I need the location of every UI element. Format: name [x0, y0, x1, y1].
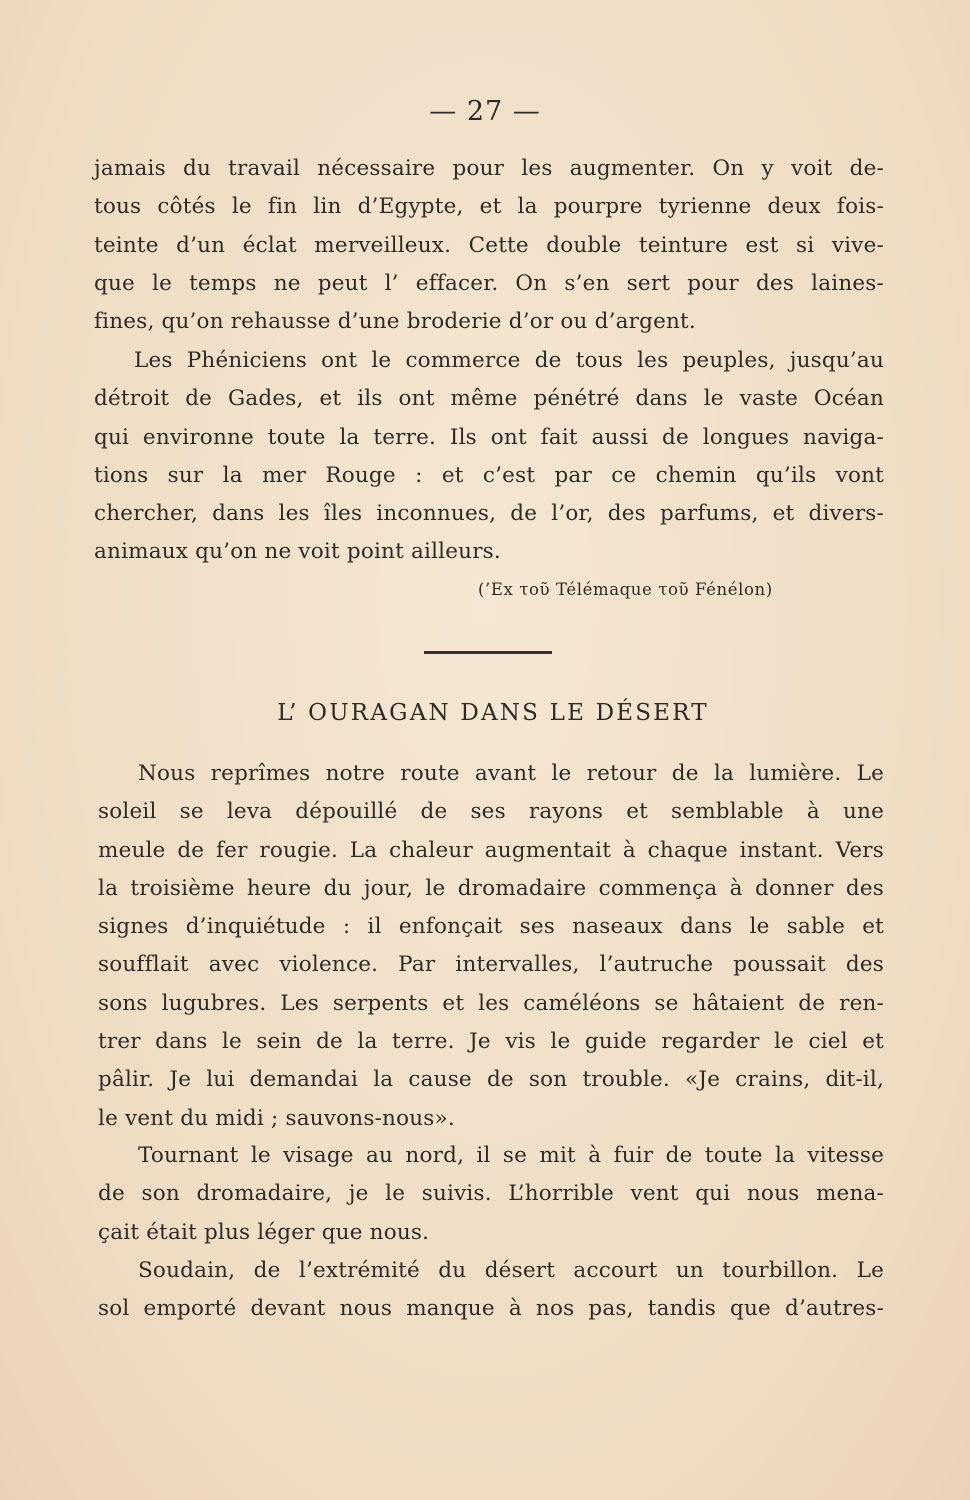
text-line: qui environne toute la terre. Ils ont fait aussi de longues naviga- — [94, 424, 884, 450]
section-divider — [424, 651, 552, 654]
paragraph-phoenicians — [94, 342, 884, 572]
text-line: meule de fer rougie. La chaleur augmentait à chaque instant. Vers — [98, 837, 884, 863]
text-line: sons lugubres. Les serpents et les caméléons se hâtaient de ren- — [98, 990, 884, 1016]
text-line: détroit de Gades, et ils ont même pénétré dans le vaste Océan — [94, 386, 884, 412]
paragraph-flight-north — [98, 1137, 884, 1252]
text-line: sol emporté devant nous manque à nos pas, tandis que d’autres- — [98, 1296, 884, 1322]
paragraph-phoenicia-trade — [94, 150, 884, 341]
text-line: la troisième heure du jour, le dromadaire commença à donner des — [98, 875, 884, 901]
page-number: — 27 — — [429, 96, 541, 127]
text-line: animaux qu’on ne voit point ailleurs. — [94, 539, 501, 565]
text-line: Tournant le visage au nord, il se mit à fuir de toute la vitesse — [138, 1143, 884, 1168]
text-line: Nous reprîmes notre route avant le retour de la lumière. Le — [138, 761, 884, 786]
text-line: le vent du midi ; sauvons-nous». — [98, 1105, 455, 1131]
text-line: jamais du travail nécessaire pour les augmenter. On y voit de- — [94, 156, 884, 181]
text-line: tions sur la mer Rouge : et c’est par ce chemin qu’ils vont — [94, 462, 884, 488]
text-line: Les Phéniciens ont le commerce de tous les peuples, jusqu’au — [134, 348, 884, 373]
text-line: signes d’inquiétude : il enfonçait ses naseaux dans le sable et — [98, 914, 884, 940]
text-line: çait était plus léger que nous. — [98, 1219, 430, 1245]
text-line: soleil se leva dépouillé de ses rayons et semblable à une — [98, 799, 884, 825]
text-line: pâlir. Je lui demandai la cause de son trouble. «Je crains, dit-il, — [98, 1067, 884, 1093]
paragraph-whirlwind — [98, 1252, 884, 1329]
section-title: L’ OURAGAN DANS LE DÉSERT — [277, 700, 709, 726]
source-attribution: (’Ex τοῦ Télémaque τοῦ Fénélon) — [478, 580, 773, 599]
text-line: Soudain, de l’extrémité du désert accourt un tourbillon. Le — [138, 1258, 884, 1283]
text-line: trer dans le sein de la terre. Je vis le guide regarder le ciel et — [98, 1029, 884, 1055]
text-line: soufflait avec violence. Par intervalles, l’autruche poussait des — [98, 952, 884, 978]
text-line: que le temps ne peut l’ effacer. On s’en sert pour des laines- — [94, 270, 884, 296]
text-line: teinte d’un éclat merveilleux. Cette double teinture est si vive- — [94, 232, 884, 258]
text-line: fines, qu’on rehausse d’une broderie d’or ou d’argent. — [94, 309, 696, 335]
text-line: chercher, dans les îles inconnues, de l’or, des parfums, et divers- — [94, 501, 884, 527]
text-line: tous côtés le fin lin d’Egypte, et la pourpre tyrienne deux fois- — [94, 194, 884, 220]
text-line: de son dromadaire, je le suivis. L’horrible vent qui nous mena- — [98, 1181, 884, 1207]
paragraph-desert-journey — [98, 755, 884, 1138]
